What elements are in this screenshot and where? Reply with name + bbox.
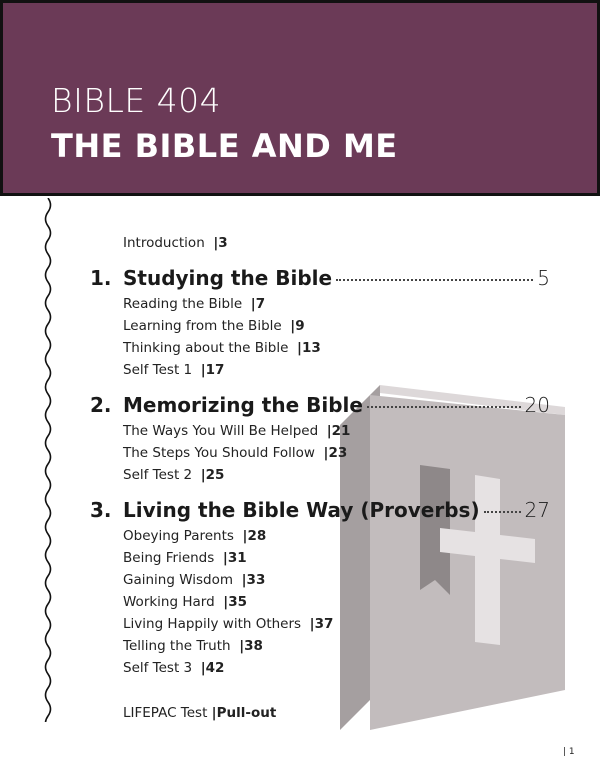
toc-item-page: |3 <box>213 235 228 251</box>
toc-item-label: The Steps You Should Follow <box>123 445 315 461</box>
toc-item-page: |28 <box>242 528 267 544</box>
toc-item-label: Introduction <box>123 235 205 251</box>
course-title: THE BIBLE AND ME <box>51 127 398 165</box>
section-title: Studying the Bible <box>123 266 333 290</box>
toc-item-label: Self Test 2 <box>123 467 193 483</box>
toc-item-page: |21 <box>326 423 351 439</box>
toc-item-label: Gaining Wisdom <box>123 572 234 588</box>
wavy-divider <box>40 198 56 722</box>
course-code: BIBLE 404 <box>51 81 222 120</box>
toc-item-label: Telling the Truth <box>123 638 231 654</box>
bible-book-icon <box>340 385 580 730</box>
toc-item-page: |9 <box>290 318 305 334</box>
toc-lesson <box>123 616 333 632</box>
toc-introduction <box>123 235 228 251</box>
section-number: 2. <box>90 393 112 417</box>
toc-section-1 <box>90 266 550 292</box>
toc-lesson <box>123 340 321 356</box>
toc-item-label: Self Test 1 <box>123 362 193 378</box>
toc-lesson <box>123 660 224 676</box>
toc-item-label: The Ways You Will Be Helped <box>123 423 319 439</box>
toc-item-page: |42 <box>200 660 225 676</box>
section-page: 20 <box>524 393 550 417</box>
toc-item-page: |17 <box>200 362 225 378</box>
toc-lesson <box>123 550 247 566</box>
dot-leader <box>367 406 521 408</box>
section-number: 1. <box>90 266 112 290</box>
toc-lesson <box>123 296 265 312</box>
toc-section-3 <box>90 498 550 524</box>
toc-item-label: Working Hard <box>123 594 215 610</box>
toc-item-page: |37 <box>309 616 334 632</box>
toc-item-page: |38 <box>239 638 263 654</box>
toc-item-page: |31 <box>222 550 247 566</box>
toc-item-label: Living Happily with Others <box>123 616 302 632</box>
section-page: 5 <box>537 266 550 290</box>
toc-lesson <box>123 445 347 461</box>
section-number: 3. <box>90 498 112 522</box>
toc-lesson <box>123 362 224 378</box>
dot-leader <box>336 279 533 281</box>
toc-section-2 <box>90 393 550 419</box>
toc-item-page: |23 <box>323 445 348 461</box>
toc-item-page: |35 <box>223 594 247 610</box>
toc-item-label: Being Friends <box>123 550 215 566</box>
toc-lesson <box>123 572 265 588</box>
section-page: 27 <box>524 498 550 522</box>
toc-item-label: LIFEPAC Test <box>123 705 208 721</box>
toc-item-page: |25 <box>200 467 225 483</box>
page-number: | 1 <box>563 747 575 757</box>
toc-item-label: Self Test 3 <box>123 660 193 676</box>
toc-lesson <box>123 594 247 610</box>
toc-item-page: |33 <box>241 572 266 588</box>
toc-lesson <box>123 423 350 439</box>
toc-lesson <box>123 467 224 483</box>
toc-item-label: Obeying Parents <box>123 528 234 544</box>
title-banner <box>0 0 600 196</box>
toc-item-page: |13 <box>297 340 321 356</box>
toc-item-label: Learning from the Bible <box>123 318 282 334</box>
section-title: Living the Bible Way (Proverbs) <box>123 498 480 522</box>
toc-item-page: |7 <box>250 296 266 312</box>
dot-leader <box>484 511 521 513</box>
toc-item-label: Thinking about the Bible <box>123 340 289 356</box>
toc-lesson <box>123 638 263 654</box>
section-title: Memorizing the Bible <box>123 393 363 417</box>
toc-lesson <box>123 528 266 544</box>
toc-lifepac-test <box>123 705 276 721</box>
toc-item-page: |Pull-out <box>211 705 277 721</box>
toc-lesson <box>123 318 305 334</box>
toc-item-label: Reading the Bible <box>123 296 243 312</box>
